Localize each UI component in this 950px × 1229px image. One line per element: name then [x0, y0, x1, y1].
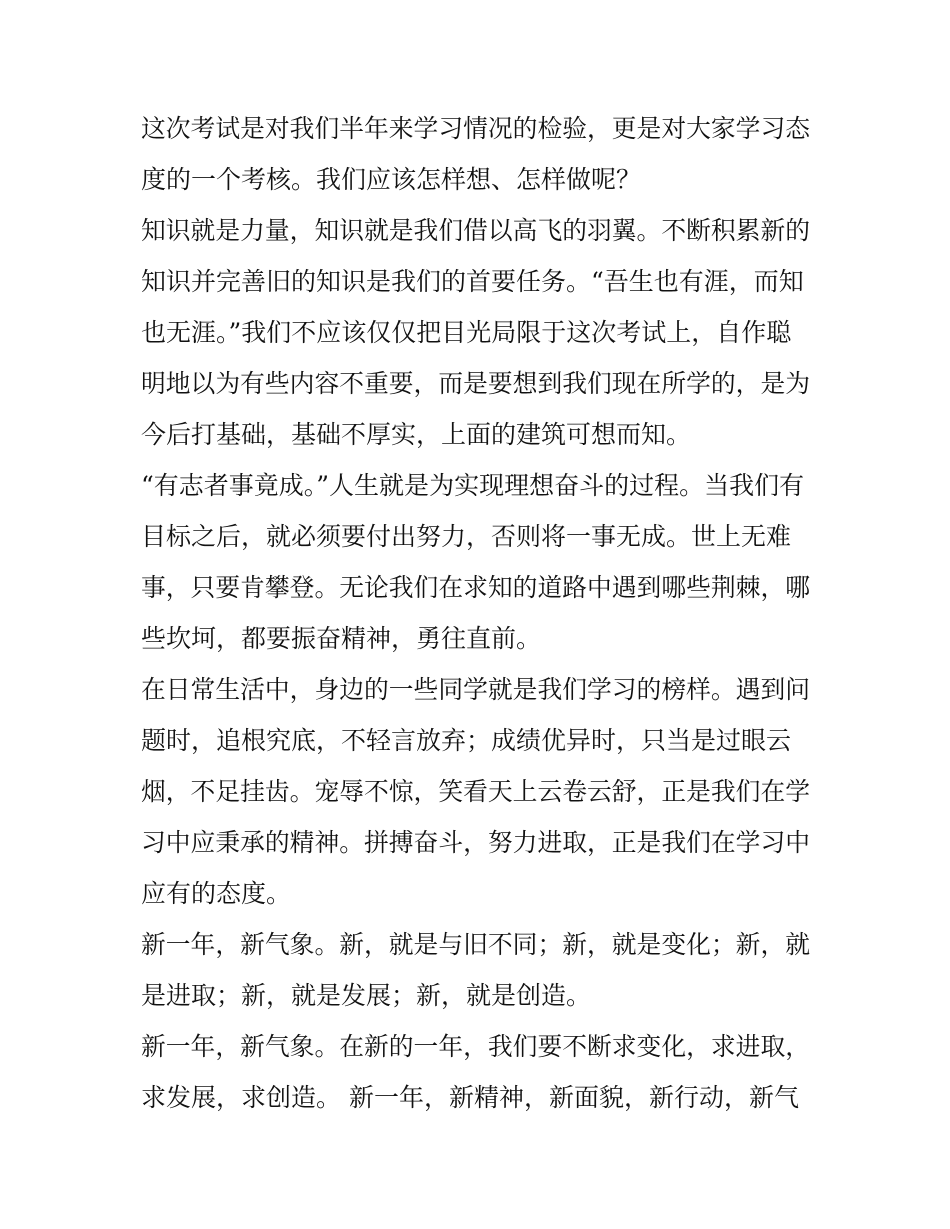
- text-line: 这次考试是对我们半年来学习情况的检验，更是对大家学习态: [141, 114, 811, 143]
- text-line: 是进取；新，就是发展；新，就是创造。: [141, 981, 592, 1010]
- text-line: “有志者事竟成。”人生就是为实现理想奋斗的过程。当我们有: [141, 471, 805, 500]
- text-line: 度的一个考核。我们应该怎样想、怎样做呢？: [141, 165, 642, 194]
- text-line: 知识并完善旧的知识是我们的首要任务。“吾生也有涯，而知: [141, 267, 804, 296]
- text-line: 目标之后，就必须要付出努力，否则将一事无成。世上无难: [141, 522, 792, 551]
- text-line: 新一年，新气象。新，就是与旧不同；新，就是变化；新，就: [141, 930, 811, 959]
- text-line: 习中应秉承的精神。拼搏奋斗，努力进取，正是我们在学习中: [141, 828, 811, 857]
- text-line: 求发展，求创造。 新一年，新精神，新面貌，新行动，新气: [141, 1083, 799, 1112]
- text-line: 也无涯。”我们不应该仅仅把目光局限于这次考试上，自作聪: [141, 318, 792, 347]
- text-line: 今后打基础，基础不厚实，上面的建筑可想而知。: [141, 420, 692, 449]
- text-line: 知识就是力量，知识就是我们借以高飞的羽翼。不断积累新的: [141, 216, 811, 245]
- text-line: 些坎坷，都要振奋精神，勇往直前。: [141, 624, 542, 653]
- text-line: 应有的态度。: [141, 879, 292, 908]
- text-line: 题时，追根究底，不轻言放弃；成绩优异时，只当是过眼云: [141, 726, 792, 755]
- text-line: 明地以为有些内容不重要，而是要想到我们现在所学的，是为: [141, 369, 811, 398]
- text-line: 烟，不足挂齿。宠辱不惊，笑看天上云卷云舒，正是我们在学: [141, 777, 811, 806]
- text-line: 在日常生活中，身边的一些同学就是我们学习的榜样。遇到问: [141, 675, 811, 704]
- text-line: 新一年，新气象。在新的一年，我们要不断求变化，求进取，: [141, 1032, 811, 1061]
- text-line: 事，只要肯攀登。无论我们在求知的道路中遇到哪些荆棘，哪: [141, 573, 811, 602]
